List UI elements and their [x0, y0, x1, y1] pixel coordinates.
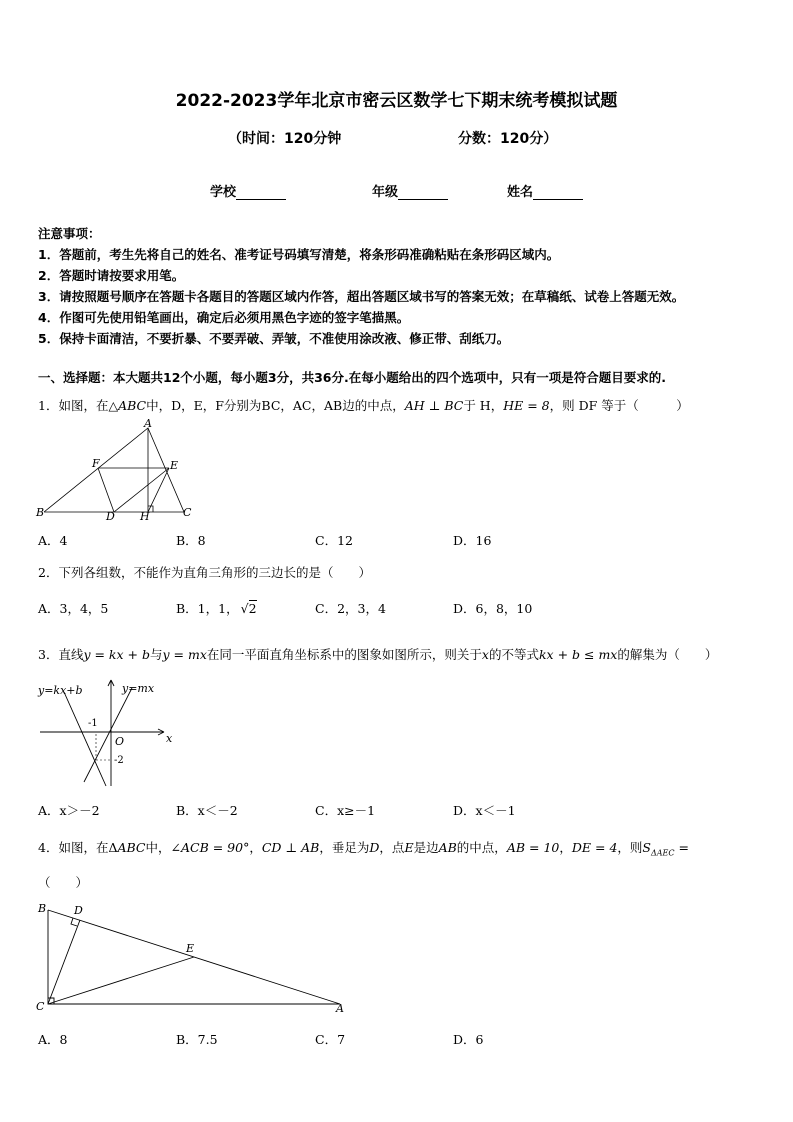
q2-option-b-text: B．1，1，	[176, 601, 239, 616]
q2-option-b[interactable]	[176, 599, 257, 617]
q4-label-d: D	[74, 904, 83, 917]
q3-math: y = kx + b	[83, 647, 150, 662]
name-field[interactable]	[507, 181, 583, 200]
q3-label-line1: y=kx+b	[38, 684, 83, 697]
question-1-stem	[38, 396, 689, 414]
question-4-paren: （ ）	[38, 875, 89, 890]
q1-label-f: F	[92, 457, 100, 470]
school-blank[interactable]	[236, 186, 286, 200]
q4-math: DE = 4	[571, 840, 618, 855]
q3-text: 的不等式	[488, 647, 539, 662]
note-item: 2．答题时请按要求用笔。	[38, 268, 185, 283]
exam-score: 分数：120分）	[458, 131, 558, 147]
question-1-figure	[34, 418, 196, 523]
q3-math: y = mx	[162, 647, 207, 662]
q1-label-c: C	[183, 506, 192, 519]
question-4-stem	[38, 838, 689, 858]
q4-text: 中，	[145, 840, 171, 855]
q1-label-a: A	[144, 418, 152, 430]
q1-math: HE = 8	[503, 398, 550, 413]
q4-text: ，	[559, 840, 572, 855]
sqrt-icon: √2	[240, 601, 257, 616]
name-label: 姓名	[507, 185, 534, 200]
q4-text: ，则	[617, 840, 643, 855]
q4-text: 的中点，	[456, 840, 507, 855]
q4-option-b[interactable]: B．7.5	[176, 1032, 218, 1047]
q4-text: =	[674, 840, 689, 855]
q1-label-d: D	[106, 510, 115, 523]
q4-math-subscript: ΔAEC	[651, 848, 675, 858]
grade-field[interactable]	[372, 181, 448, 200]
q1-option-d[interactable]: D．16	[453, 533, 492, 548]
q4-text: 4．如图，在Δ	[38, 840, 118, 855]
q4-text: 是边	[413, 840, 439, 855]
q1-text: ，则 DF 等于（ ）	[549, 398, 689, 413]
grade-label: 年级	[372, 185, 399, 200]
q3-option-c[interactable]: C．x≥－1	[315, 803, 376, 818]
q1-label-b: B	[36, 506, 45, 519]
q1-label-e: E	[170, 459, 179, 472]
q3-text: 与	[149, 647, 163, 662]
q1-text: 中，D，E，F分别为BC，AC，AB边的中点，	[146, 398, 405, 413]
q3-label-x: x	[166, 732, 173, 745]
name-blank[interactable]	[533, 186, 583, 200]
question-3-stem	[38, 645, 717, 663]
question-4-figure	[34, 898, 354, 1018]
q3-label-line2: y=mx	[122, 682, 155, 695]
q1-text: 1．如图，在△	[38, 398, 119, 413]
q4-math: CD ⊥ AB	[261, 840, 320, 855]
q3-math: x	[481, 647, 489, 662]
q4-label-b: B	[38, 902, 47, 915]
q4-math: E	[404, 840, 414, 855]
q4-option-a[interactable]: A．8	[38, 1032, 68, 1047]
question-3-figure	[36, 678, 184, 790]
q3-option-b[interactable]: B．x＜－2	[176, 803, 238, 818]
q2-option-a[interactable]: A．3，4，5	[38, 601, 109, 616]
q1-text: 于 H，	[463, 398, 504, 413]
exam-time: （时间：120分钟	[228, 131, 342, 147]
q1-label-h: H	[140, 510, 150, 523]
q4-math: AB	[438, 840, 457, 855]
q4-label-c: C	[36, 1000, 45, 1013]
notes-heading: 注意事项：	[38, 226, 101, 241]
q4-math: D	[369, 840, 380, 855]
question-2-stem: 2．下列各组数，不能作为直角三角形的三边长的是（ ）	[38, 565, 371, 580]
q2-option-c[interactable]: C．2，3，4	[315, 601, 386, 616]
q3-label-origin: O	[115, 735, 125, 748]
school-label: 学校	[210, 185, 237, 200]
q3-text: 3．直线	[38, 647, 84, 662]
q4-option-d[interactable]: D．6	[453, 1032, 484, 1047]
q4-text: ，垂足为	[319, 840, 370, 855]
note-item: 1．答题前，考生先将自己的姓名、准考证号码填写清楚，将条形码准确粘贴在条形码区域内。	[38, 247, 560, 262]
q4-math: AB = 10	[506, 840, 560, 855]
q3-label-neg2: -2	[114, 755, 124, 766]
q3-text: 的解集为（ ）	[617, 647, 718, 662]
q4-text: ，	[249, 840, 262, 855]
q4-label-a: A	[336, 1002, 344, 1015]
q3-text: 在同一平面直角坐标系中的图象如图所示，则关于	[206, 647, 482, 662]
note-item: 4．作图可先使用铅笔画出，确定后必须用黑色字迹的签字笔描黑。	[38, 310, 410, 325]
q3-math: kx + b ≤ mx	[538, 647, 618, 662]
q3-option-a[interactable]: A．x＞－2	[38, 803, 100, 818]
grade-blank[interactable]	[398, 186, 448, 200]
q1-math: AH ⊥ BC	[404, 398, 464, 413]
q4-option-c[interactable]: C．7	[315, 1032, 346, 1047]
section-heading: 一、选择题：本大题共12个小题，每小题3分，共36分.在每小题给出的四个选项中，只有一项是符合题目要求的.	[38, 370, 666, 385]
q4-math: S	[642, 840, 651, 855]
q1-math: ABC	[118, 398, 147, 413]
q4-math: ∠ACB = 90°	[170, 840, 250, 855]
q1-option-b[interactable]: B．8	[176, 533, 206, 548]
note-item: 3．请按照题号顺序在答题卡各题目的答题区域内作答，超出答题区域书写的答案无效；在草稿纸、试卷上答题无效。	[38, 289, 685, 304]
q3-option-d[interactable]: D．x＜－1	[453, 803, 516, 818]
q2-option-d[interactable]: D．6，8，10	[453, 601, 533, 616]
page-title: 2022-2023学年北京市密云区数学七下期末统考模拟试题	[175, 91, 618, 111]
school-field[interactable]	[210, 181, 286, 200]
q3-label-neg1: -1	[88, 718, 98, 729]
q4-text: ，点	[379, 840, 405, 855]
q1-option-c[interactable]: C．12	[315, 533, 353, 548]
q4-label-e: E	[186, 942, 195, 955]
q4-math: ABC	[117, 840, 146, 855]
note-item: 5．保持卡面清洁，不要折暴、不要弄破、弄皱，不准使用涂改液、修正带、刮纸刀。	[38, 331, 510, 346]
q1-option-a[interactable]: A．4	[38, 533, 68, 548]
sqrt-value: 2	[248, 601, 257, 616]
